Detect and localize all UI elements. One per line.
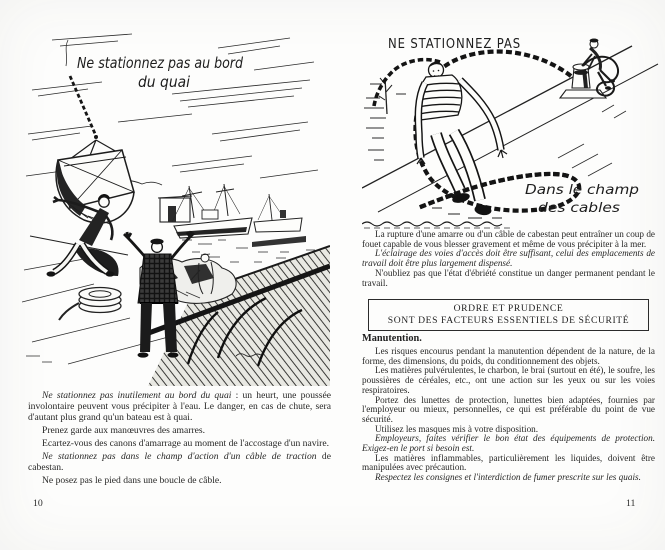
paragraph: Les risques encourus pendant la manutention dépendent de la nature, de la forme, des dimensions, du poids, du conditionnement des objets. [362, 346, 655, 366]
coiled-rope [59, 288, 121, 321]
water-lines [364, 84, 406, 160]
paragraph: Employeurs, faites vérifier le bon état des équipements de protection. Exigez-en le port si besoin est. [362, 433, 655, 454]
left-page-body-text [28, 390, 331, 486]
dock-crane-scene [22, 26, 330, 386]
page-right [332, 0, 665, 550]
page-number-left: 10 [33, 498, 43, 509]
paragraph: Portez des lunettes de protection, lunettes bien adaptées, fournies par l'employeur ou mieux, personnelles, ce qui est préférable du point de vue sécurité. [362, 394, 655, 424]
man-in-cable-loop-figure [417, 62, 507, 216]
right-illustration-title: NE STATIONNEZ PAS [388, 36, 521, 52]
paragraph: La rupture d'une amarre ou d'un câble de cabestan peut entraîner un coup de fouet capable de vous blesser gravement et même de vous précipiter à la mer. [362, 229, 655, 249]
cable-field-scene [362, 28, 660, 230]
right-page-section-text [362, 347, 655, 483]
paragraph: L'éclairage des voies d'accès doit être suffisant, celui des emplacements de travail doit être plus largement dispensé. [362, 248, 655, 269]
quay-hatch-lines [558, 105, 626, 176]
left-illustration [22, 26, 330, 386]
paragraph: Ne posez pas le pied dans une boucle de câble. [42, 475, 222, 486]
paragraph: Ne stationnez pas dans le champ d'action d'un câble de traction de cabestan. [28, 451, 331, 473]
safety-notice-box [368, 299, 649, 331]
notice-line1: ORDRE ET PRUDENCE [453, 303, 564, 314]
section-heading: Manutention. [362, 333, 422, 344]
warehouse [158, 196, 192, 222]
ship [254, 194, 302, 232]
quay-edge [362, 46, 632, 188]
left-illustration-caption-line2: du quai [138, 73, 191, 91]
paragraph: Ne stationnez pas inutilement au bord du quai : un heurt, une poussée involontaire peuvent vous précipiter à l'eau. Le danger, en cas de chute, sera d'autant plus grand qu'un bateau est à quai. [28, 390, 332, 423]
paragraph: Utilisez les masques mis à votre disposition. [375, 423, 539, 434]
breakwater [252, 236, 306, 247]
mooring-post [379, 78, 392, 114]
paragraph: Respectez les consignes et l'interdiction de fumer prescrite sur les quais. [375, 472, 641, 483]
left-illustration-caption-line1: Ne stationnez pas au bord [77, 54, 244, 72]
paragraph: Prenez garde aux manœuvres des amarres. [42, 425, 206, 436]
right-illustration [362, 28, 660, 230]
page-left [0, 0, 332, 550]
right-page-intro-text [362, 230, 655, 288]
paragraph: Les matières inflammables, particulièrement les liquides, doivent être manipulées avec précaution. [362, 452, 655, 473]
notice-line2: SONT DES FACTEURS ESSENTIELS DE SÉCURITÉ [387, 314, 630, 326]
motion-lines [432, 208, 502, 218]
page-number-right: 11 [626, 498, 636, 509]
paragraph: Ecartez-vous des canons d'amarrage au moment de l'accostage d'un navire. [42, 438, 330, 449]
right-illustration-caption-line1: Dans le champ [525, 183, 639, 198]
paragraph: Les matières pulvérulentes, le charbon, le brai (surtout en été), le soufre, les poussières de céréales, etc., ont une action sur les yeux ou sur les voies respiratoires. [362, 365, 655, 395]
right-illustration-caption-line2: des cables [538, 201, 621, 216]
paragraph: N'oubliez pas que l'état d'ébriété constitue un danger permanent pendant le travail. [362, 267, 655, 288]
ground-line [362, 222, 502, 226]
